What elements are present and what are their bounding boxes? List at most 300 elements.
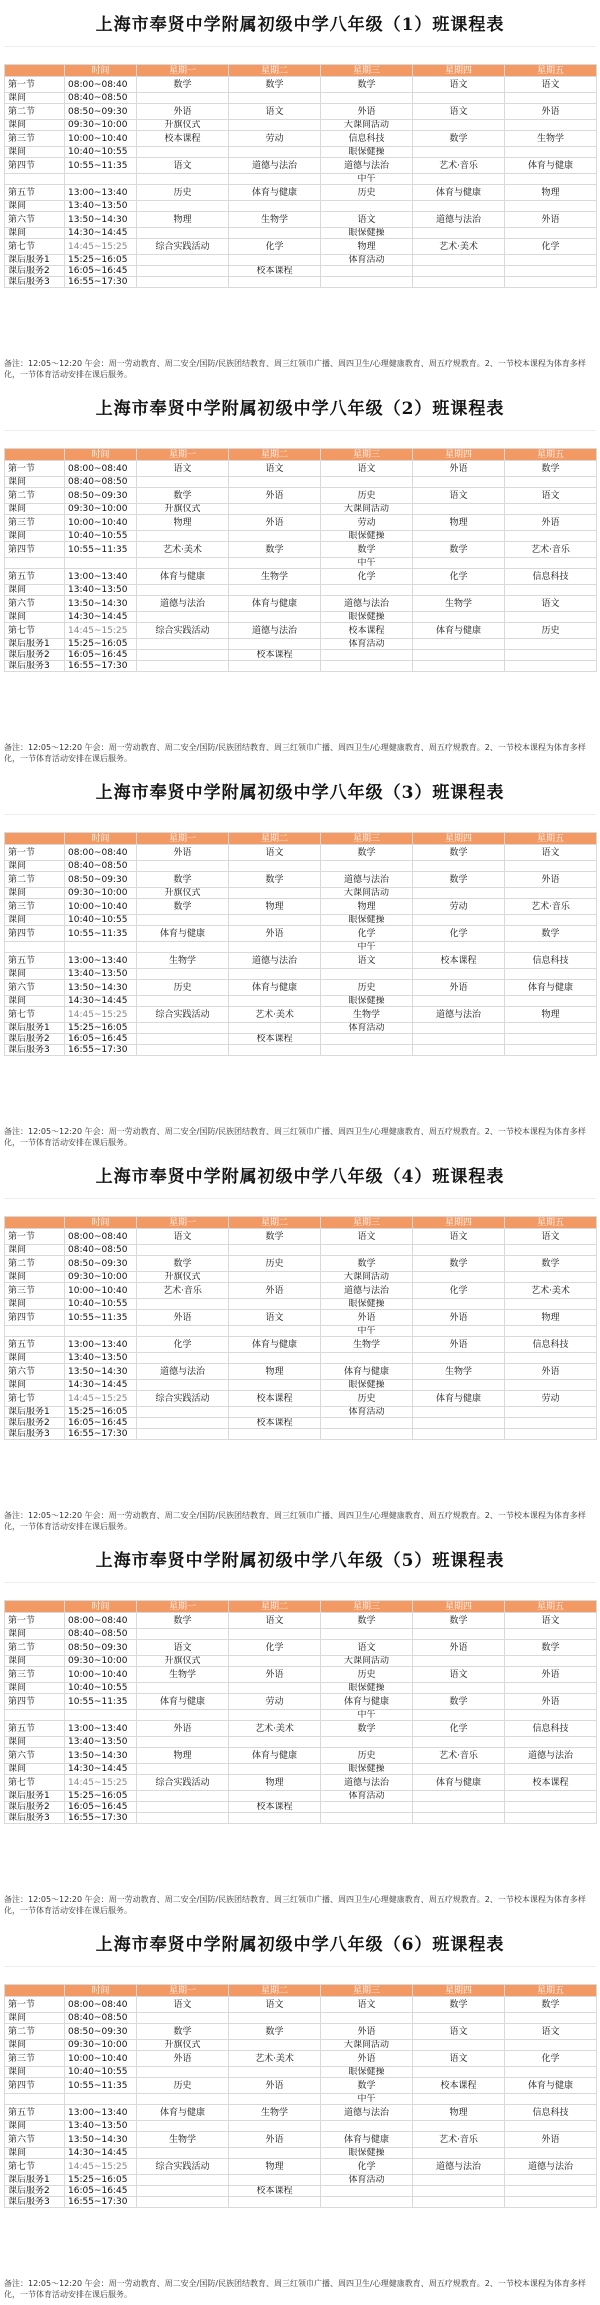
lesson-cell: [505, 2175, 597, 2186]
header-cell: [5, 449, 65, 461]
lesson-cell: 化学: [321, 926, 413, 942]
period-label: 第一节: [5, 845, 65, 861]
lesson-cell: [505, 1813, 597, 1824]
header-cell: [5, 1985, 65, 1997]
lesson-cell: [505, 1326, 597, 1337]
table-row: [5, 2013, 597, 2024]
period-label: 课后服务3: [5, 277, 65, 288]
time-cell: 08:40~08:50: [65, 1629, 137, 1640]
lesson-cell: 体育与健康: [413, 185, 505, 201]
table-row: [5, 1245, 597, 1256]
lesson-cell: [229, 174, 321, 185]
lesson-cell: [137, 2094, 229, 2105]
lesson-cell: 数学: [321, 1613, 413, 1629]
lesson-cell: 艺术·美术: [413, 239, 505, 255]
period-label: 第六节: [5, 1748, 65, 1764]
lesson-cell: [229, 2175, 321, 2186]
lesson-cell: [321, 2121, 413, 2132]
lesson-cell: 道德与法治: [505, 1748, 597, 1764]
lesson-cell: 体育与健康: [321, 2132, 413, 2148]
lesson-cell: 体育活动: [321, 1023, 413, 1034]
period-label: 第六节: [5, 1364, 65, 1380]
lesson-cell: 眼保健操: [321, 1299, 413, 1310]
divider: [4, 1582, 596, 1593]
lesson-cell: 体育活动: [321, 2175, 413, 2186]
lesson-cell: 历史: [137, 185, 229, 201]
divider: [4, 430, 596, 441]
header-cell: 星期五: [505, 1985, 597, 1997]
time-cell: 16:05~16:45: [65, 1802, 137, 1813]
lesson-cell: 体育与健康: [413, 1775, 505, 1791]
lesson-cell: 历史: [321, 980, 413, 996]
lesson-cell: [321, 1245, 413, 1256]
table-row: [5, 2121, 597, 2132]
period-label: 第五节: [5, 2105, 65, 2121]
table-row: [5, 1023, 597, 1034]
lesson-cell: [229, 888, 321, 899]
time-cell: 16:55~17:30: [65, 661, 137, 672]
header-cell: 时间: [65, 1217, 137, 1229]
table-row: [5, 1748, 597, 1764]
table-row: [5, 953, 597, 969]
time-cell: 10:40~10:55: [65, 1683, 137, 1694]
period-label: [5, 1710, 65, 1721]
table-row: [5, 266, 597, 277]
time-cell: 10:55~11:35: [65, 926, 137, 942]
lesson-cell: 历史: [229, 1256, 321, 1272]
lesson-cell: 生物学: [321, 1007, 413, 1023]
lesson-cell: [321, 1737, 413, 1748]
lesson-cell: 劳动: [321, 515, 413, 531]
table-row: [5, 558, 597, 569]
remark-note: 备注：12:05～12:20 午会：周一劳动教育、周二安全/国防/民族团结教育、周三红领巾广播、周四卫生/心理健康教育、周五疗规教育。2、一节校本课程为体育多样化，一节体育活动安排在课后服务。: [4, 1895, 586, 1915]
lesson-cell: 物理: [321, 239, 413, 255]
header-cell: 星期三: [321, 1601, 413, 1613]
lesson-cell: [505, 1299, 597, 1310]
table-row: [5, 2078, 597, 2094]
lesson-cell: 道德与法治: [229, 623, 321, 639]
table-row: [5, 174, 597, 185]
period-label: 课间: [5, 120, 65, 131]
lesson-cell: [413, 174, 505, 185]
lesson-cell: 化学: [321, 569, 413, 585]
period-label: 课间: [5, 2067, 65, 2078]
lesson-cell: [505, 93, 597, 104]
remark-note: 备注：12:05～12:20 午会：周一劳动教育、周二安全/国防/民族团结教育、周三红领巾广播、周四卫生/心理健康教育、周五疗规教育。2、一节校本课程为体育多样化，一节体育活动安排在课后服务。: [4, 1127, 586, 1147]
time-cell: 14:30~14:45: [65, 228, 137, 239]
header-cell: 星期四: [413, 65, 505, 77]
lesson-cell: [137, 1802, 229, 1813]
period-label: 课后服务3: [5, 1045, 65, 1056]
time-cell: 14:30~14:45: [65, 2148, 137, 2159]
table-row: [5, 212, 597, 228]
lesson-cell: [229, 612, 321, 623]
table-row: [5, 1694, 597, 1710]
timetable-grid: [4, 1216, 597, 1440]
time-cell: 13:50~14:30: [65, 980, 137, 996]
lesson-cell: [137, 1045, 229, 1056]
lesson-cell: 语文: [137, 1229, 229, 1245]
lesson-cell: [505, 1802, 597, 1813]
time-cell: 16:55~17:30: [65, 2197, 137, 2208]
period-label: 课间: [5, 2040, 65, 2051]
lesson-cell: 体育与健康: [413, 623, 505, 639]
lesson-cell: 外语: [505, 1694, 597, 1710]
lesson-cell: [229, 661, 321, 672]
table-row: [5, 77, 597, 93]
table-row: [5, 661, 597, 672]
table-row: [5, 1667, 597, 1683]
lesson-cell: 化学: [505, 2051, 597, 2067]
table-row: [5, 1045, 597, 1056]
period-label: 第五节: [5, 185, 65, 201]
lesson-cell: [505, 2186, 597, 2197]
header-cell: 星期一: [137, 833, 229, 845]
lesson-cell: 数学: [321, 2078, 413, 2094]
lesson-cell: 生物学: [137, 1667, 229, 1683]
lesson-cell: 信息科技: [505, 1721, 597, 1737]
lesson-cell: 化学: [413, 926, 505, 942]
lesson-cell: 艺术·音乐: [413, 2132, 505, 2148]
lesson-cell: 体育与健康: [229, 185, 321, 201]
lesson-cell: 物理: [137, 1748, 229, 1764]
lesson-cell: [137, 1429, 229, 1440]
lesson-cell: 体育活动: [321, 1791, 413, 1802]
period-label: 课间: [5, 147, 65, 158]
lesson-cell: [505, 2040, 597, 2051]
period-label: 第五节: [5, 569, 65, 585]
period-label: 第三节: [5, 2051, 65, 2067]
time-cell: 13:40~13:50: [65, 1353, 137, 1364]
time-cell: 15:25~16:05: [65, 1023, 137, 1034]
time-cell: 08:00~08:40: [65, 1229, 137, 1245]
header-cell: 时间: [65, 1985, 137, 1997]
lesson-cell: 语文: [505, 1229, 597, 1245]
header-cell: [5, 833, 65, 845]
lesson-cell: 语文: [321, 1997, 413, 2013]
time-cell: 08:40~08:50: [65, 861, 137, 872]
time-cell: 16:05~16:45: [65, 1034, 137, 1045]
lesson-cell: [229, 2040, 321, 2051]
lesson-cell: 物理: [321, 899, 413, 915]
period-label: 课间: [5, 477, 65, 488]
period-label: 第三节: [5, 899, 65, 915]
lesson-cell: [321, 2197, 413, 2208]
lesson-cell: 数学: [413, 131, 505, 147]
lesson-cell: [413, 1813, 505, 1824]
lesson-cell: 化学: [413, 569, 505, 585]
lesson-cell: 数学: [321, 1256, 413, 1272]
lesson-cell: 物理: [413, 515, 505, 531]
lesson-cell: 道德与法治: [229, 953, 321, 969]
lesson-cell: 信息科技: [505, 2105, 597, 2121]
period-label: 第二节: [5, 2024, 65, 2040]
time-cell: 16:55~17:30: [65, 277, 137, 288]
lesson-cell: 大课间活动: [321, 2040, 413, 2051]
lesson-cell: [137, 996, 229, 1007]
lesson-cell: [413, 1429, 505, 1440]
time-cell: 09:30~10:00: [65, 2040, 137, 2051]
time-cell: 13:50~14:30: [65, 2132, 137, 2148]
lesson-cell: 体育活动: [321, 255, 413, 266]
lesson-cell: [229, 1023, 321, 1034]
time-cell: 13:00~13:40: [65, 569, 137, 585]
lesson-cell: [413, 888, 505, 899]
lesson-cell: 历史: [137, 980, 229, 996]
lesson-cell: 外语: [505, 515, 597, 531]
period-label: 第七节: [5, 2159, 65, 2175]
lesson-cell: 道德与法治: [321, 2105, 413, 2121]
lesson-cell: 数学: [413, 1613, 505, 1629]
lesson-cell: [229, 585, 321, 596]
lesson-cell: [137, 2067, 229, 2078]
lesson-cell: 语文: [413, 2024, 505, 2040]
lesson-cell: 体育与健康: [505, 2078, 597, 2094]
lesson-cell: 外语: [229, 488, 321, 504]
lesson-cell: 外语: [413, 1310, 505, 1326]
lesson-cell: [229, 2197, 321, 2208]
lesson-cell: [413, 1045, 505, 1056]
table-row: [5, 569, 597, 585]
period-label: 课间: [5, 1380, 65, 1391]
lesson-cell: 体育与健康: [321, 1364, 413, 1380]
lesson-cell: 语文: [505, 77, 597, 93]
lesson-cell: 物理: [505, 185, 597, 201]
lesson-cell: 体育与健康: [229, 596, 321, 612]
lesson-cell: [229, 1326, 321, 1337]
lesson-cell: 数学: [229, 872, 321, 888]
time-cell: 15:25~16:05: [65, 255, 137, 266]
lesson-cell: 外语: [229, 1283, 321, 1299]
lesson-cell: 劳动: [505, 1391, 597, 1407]
lesson-cell: 数学: [413, 872, 505, 888]
table-row: [5, 255, 597, 266]
period-label: 课后服务2: [5, 2186, 65, 2197]
lesson-cell: 物理: [229, 899, 321, 915]
lesson-cell: [413, 1791, 505, 1802]
time-cell: 16:55~17:30: [65, 1813, 137, 1824]
period-label: 第六节: [5, 212, 65, 228]
lesson-cell: 劳动: [413, 899, 505, 915]
lesson-cell: [413, 1683, 505, 1694]
lesson-cell: 生物学: [229, 569, 321, 585]
time-cell: 13:40~13:50: [65, 2121, 137, 2132]
time-cell: 10:40~10:55: [65, 915, 137, 926]
lesson-cell: 化学: [505, 239, 597, 255]
lesson-cell: 语文: [413, 488, 505, 504]
time-cell: 15:25~16:05: [65, 2175, 137, 2186]
lesson-cell: [505, 228, 597, 239]
table-row: [5, 1034, 597, 1045]
lesson-cell: [505, 1034, 597, 1045]
lesson-cell: 综合实践活动: [137, 2159, 229, 2175]
lesson-cell: 外语: [321, 104, 413, 120]
lesson-cell: [137, 558, 229, 569]
header-cell: 时间: [65, 449, 137, 461]
header-cell: 星期五: [505, 833, 597, 845]
lesson-cell: [137, 639, 229, 650]
time-cell: 10:55~11:35: [65, 158, 137, 174]
lesson-cell: 体育与健康: [229, 980, 321, 996]
time-cell: 08:00~08:40: [65, 1613, 137, 1629]
table-row: [5, 1380, 597, 1391]
lesson-cell: 化学: [229, 239, 321, 255]
timetable-sheet: [4, 1152, 596, 1536]
lesson-cell: 艺术·美术: [505, 1283, 597, 1299]
timetable-grid: [4, 832, 597, 1056]
table-row: [5, 1640, 597, 1656]
lesson-cell: [413, 2067, 505, 2078]
lesson-cell: 物理: [229, 2159, 321, 2175]
header-row: [5, 65, 597, 77]
lesson-cell: 数学: [505, 1640, 597, 1656]
lesson-cell: [137, 1326, 229, 1337]
lesson-cell: 数学: [413, 542, 505, 558]
lesson-cell: 历史: [321, 185, 413, 201]
table-row: [5, 131, 597, 147]
lesson-cell: [505, 558, 597, 569]
lesson-cell: [137, 1407, 229, 1418]
lesson-cell: [413, 2197, 505, 2208]
lesson-cell: 数学: [229, 77, 321, 93]
lesson-cell: 综合实践活动: [137, 1007, 229, 1023]
lesson-cell: [413, 277, 505, 288]
lesson-cell: [137, 861, 229, 872]
lesson-cell: [505, 1737, 597, 1748]
remark-note: 备注：12:05～12:20 午会：周一劳动教育、周二安全/国防/民族团结教育、周三红领巾广播、周四卫生/心理健康教育、周五疗规教育。2、一节校本课程为体育多样化，一节体育活动安排在课后服务。: [4, 359, 586, 379]
time-cell: 15:25~16:05: [65, 1407, 137, 1418]
table-row: [5, 2024, 597, 2040]
lesson-cell: [321, 2186, 413, 2197]
header-cell: 星期三: [321, 1985, 413, 1997]
lesson-cell: [413, 201, 505, 212]
period-label: 第四节: [5, 542, 65, 558]
lesson-cell: 外语: [229, 515, 321, 531]
period-label: 第三节: [5, 1283, 65, 1299]
lesson-cell: [505, 969, 597, 980]
lesson-cell: [505, 266, 597, 277]
timetable-sheet: [4, 1920, 596, 2304]
table-row: [5, 2148, 597, 2159]
table-row: [5, 147, 597, 158]
header-cell: 星期二: [229, 449, 321, 461]
lesson-cell: [321, 585, 413, 596]
period-label: 第四节: [5, 2078, 65, 2094]
lesson-cell: 化学: [413, 1283, 505, 1299]
lesson-cell: 历史: [321, 488, 413, 504]
lesson-cell: [137, 2175, 229, 2186]
lesson-cell: [413, 639, 505, 650]
header-cell: 星期四: [413, 449, 505, 461]
lesson-cell: [229, 1791, 321, 1802]
lesson-cell: 眼保健操: [321, 531, 413, 542]
time-cell: 13:50~14:30: [65, 1748, 137, 1764]
table-row: [5, 1256, 597, 1272]
table-row: [5, 2067, 597, 2078]
lesson-cell: [229, 1299, 321, 1310]
time-cell: 14:30~14:45: [65, 996, 137, 1007]
lesson-cell: 校本课程: [229, 1802, 321, 1813]
lesson-cell: 外语: [505, 104, 597, 120]
table-row: [5, 623, 597, 639]
lesson-cell: [413, 2013, 505, 2024]
lesson-cell: 语文: [505, 845, 597, 861]
table-row: [5, 461, 597, 477]
lesson-cell: [321, 1034, 413, 1045]
table-row: [5, 612, 597, 623]
header-cell: [5, 65, 65, 77]
lesson-cell: 眼保健操: [321, 612, 413, 623]
period-label: 课间: [5, 504, 65, 515]
lesson-cell: 校本课程: [321, 623, 413, 639]
period-label: 第一节: [5, 1229, 65, 1245]
lesson-cell: 体育与健康: [505, 980, 597, 996]
lesson-cell: [229, 639, 321, 650]
lesson-cell: [505, 1629, 597, 1640]
lesson-cell: 升旗仪式: [137, 120, 229, 131]
time-cell: 13:00~13:40: [65, 185, 137, 201]
lesson-cell: 语文: [321, 953, 413, 969]
lesson-cell: 中午: [321, 1326, 413, 1337]
lesson-cell: [137, 1764, 229, 1775]
lesson-cell: [229, 277, 321, 288]
table-row: [5, 2040, 597, 2051]
time-cell: 13:00~13:40: [65, 953, 137, 969]
lesson-cell: 外语: [505, 872, 597, 888]
lesson-cell: 体育与健康: [137, 569, 229, 585]
lesson-cell: [413, 228, 505, 239]
lesson-cell: [413, 2175, 505, 2186]
period-label: 第六节: [5, 2132, 65, 2148]
period-label: 第三节: [5, 1667, 65, 1683]
lesson-cell: 艺术·音乐: [413, 1748, 505, 1764]
lesson-cell: [137, 1245, 229, 1256]
table-row: [5, 228, 597, 239]
lesson-cell: [505, 650, 597, 661]
lesson-cell: [229, 1429, 321, 1440]
period-label: 第六节: [5, 596, 65, 612]
period-label: 课间: [5, 2148, 65, 2159]
time-cell: 13:00~13:40: [65, 1337, 137, 1353]
lesson-cell: 大课间活动: [321, 504, 413, 515]
table-row: [5, 477, 597, 488]
period-label: 第七节: [5, 623, 65, 639]
lesson-cell: [229, 1710, 321, 1721]
lesson-cell: [505, 585, 597, 596]
time-cell: 15:25~16:05: [65, 1791, 137, 1802]
table-row: [5, 1272, 597, 1283]
header-cell: 星期二: [229, 1217, 321, 1229]
period-label: 第二节: [5, 1256, 65, 1272]
lesson-cell: 数学: [229, 1229, 321, 1245]
lesson-cell: [505, 1418, 597, 1429]
lesson-cell: 历史: [321, 1667, 413, 1683]
lesson-cell: [505, 120, 597, 131]
lesson-cell: 数学: [137, 488, 229, 504]
lesson-cell: [413, 661, 505, 672]
lesson-cell: 数学: [505, 1256, 597, 1272]
lesson-cell: [137, 255, 229, 266]
header-cell: 星期五: [505, 1601, 597, 1613]
lesson-cell: 生物学: [229, 212, 321, 228]
lesson-cell: 外语: [321, 1310, 413, 1326]
header-cell: 星期一: [137, 65, 229, 77]
lesson-cell: 数学: [137, 872, 229, 888]
table-row: [5, 1229, 597, 1245]
table-row: [5, 1299, 597, 1310]
lesson-cell: [321, 1353, 413, 1364]
lesson-cell: 语文: [229, 1613, 321, 1629]
